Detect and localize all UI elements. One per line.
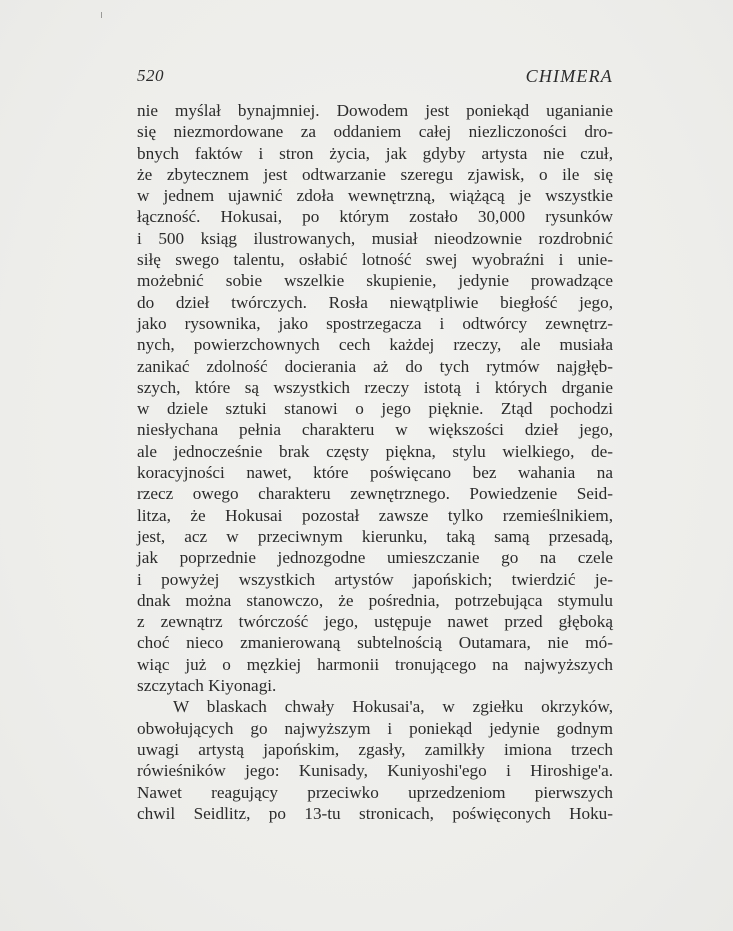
text-line: choć nieco zmanierowaną subtelnością Outamara, nie mó-	[137, 633, 613, 653]
text-line: i powyżej wszystkich artystów japońskich; twierdzić je-	[137, 569, 613, 589]
page-number: 520	[137, 66, 164, 85]
text-line: obwołujących go najwyższym i poniekąd jedynie godnym	[137, 718, 613, 738]
text-line: Nawet reagujący przeciwko uprzedzeniom pierwszych	[137, 782, 613, 802]
text-line: nych, powierzchownych cech każdej rzeczy, ale musiała	[137, 335, 613, 355]
text-line: litza, że Hokusai pozostał zawsze tylko rzemieślnikiem,	[137, 505, 613, 525]
text-line: chwil Seidlitz, po 13-tu stronicach, poświęconych Hoku-	[137, 803, 613, 823]
text-line: jest, acz w przeciwnym kierunku, taką samą przesadą,	[137, 526, 613, 546]
page-header	[137, 66, 613, 90]
text-line: i 500 ksiąg ilustrowanych, musiał nieodzownie rozdrobnić	[137, 228, 613, 248]
text-line: zanikać zdolność docierania aż do tych rytmów najgłęb-	[137, 356, 613, 376]
text-line: z zewnątrz twórczość jego, ustępuje nawet przed głęboką	[137, 612, 613, 632]
body-text	[137, 100, 613, 824]
text-line: w dziele sztuki stanowi o jego pięknie. Ztąd pochodzi	[137, 399, 613, 419]
text-line: możebnić sobie wszelkie skupienie, jedynie prowadzące	[137, 271, 613, 291]
paper-speck	[101, 12, 102, 18]
text-line: rzecz owego charakteru zewnętrznego. Powiedzenie Seid-	[137, 484, 613, 504]
text-line: jak poprzednie jednozgodne umieszczanie go na czele	[137, 548, 613, 568]
text-line: szych, które są wszystkich rzeczy istotą i których drganie	[137, 377, 613, 397]
running-title: CHIMERA	[525, 66, 613, 86]
text-line: bnych faktów i stron życia, jak gdyby artysta nie czuł,	[137, 143, 613, 163]
paragraph-start-line: W blaskach chwały Hokusai'a, w zgiełku okrzyków,	[173, 697, 613, 717]
text-line: wiąc już o męzkiej harmonii tronującego na najwyższych	[137, 654, 613, 674]
text-line: koracyjności nawet, które poświęcano bez wahania na	[137, 463, 613, 483]
text-line: w jednem ujawnić zdoła wewnętrzną, wiążącą je wszystkie	[137, 186, 613, 206]
text-line: niesłychana pełnia charakteru w większości dzieł jego,	[137, 420, 613, 440]
text-line: jako rysownika, jako spostrzegacza i odtwórcy zewnętrz-	[137, 313, 613, 333]
text-line: siłę swego talentu, osłabić lotność swej wyobraźni i unie-	[137, 250, 613, 270]
text-line: że zbytecznem jest odtwarzanie szeregu zjawisk, o ile się	[137, 164, 613, 184]
text-line: nie myślał bynajmniej. Dowodem jest poniekąd uganianie	[137, 101, 613, 120]
text-line: rówieśników jego: Kunisady, Kuniyoshi'ego i Hiroshige'a.	[137, 761, 613, 781]
paragraph-end-line: szczytach Kiyonagi.	[137, 676, 277, 696]
text-line: do dzieł twórczych. Rosła niewątpliwie biegłość jego,	[137, 292, 613, 312]
text-line: uwagi artystą japońskim, zgasły, zamilkły imiona trzech	[137, 739, 613, 759]
text-line: łączność. Hokusai, po którym zostało 30,000 rysunków	[137, 207, 613, 227]
text-line: się niezmordowane za oddaniem całej niezliczoności dro-	[137, 122, 613, 142]
text-line: dnak można stanowczo, że pośrednia, potrzebująca stymulu	[137, 590, 613, 610]
text-line: ale jednocześnie brak częsty piękna, stylu wielkiego, de-	[137, 441, 613, 461]
